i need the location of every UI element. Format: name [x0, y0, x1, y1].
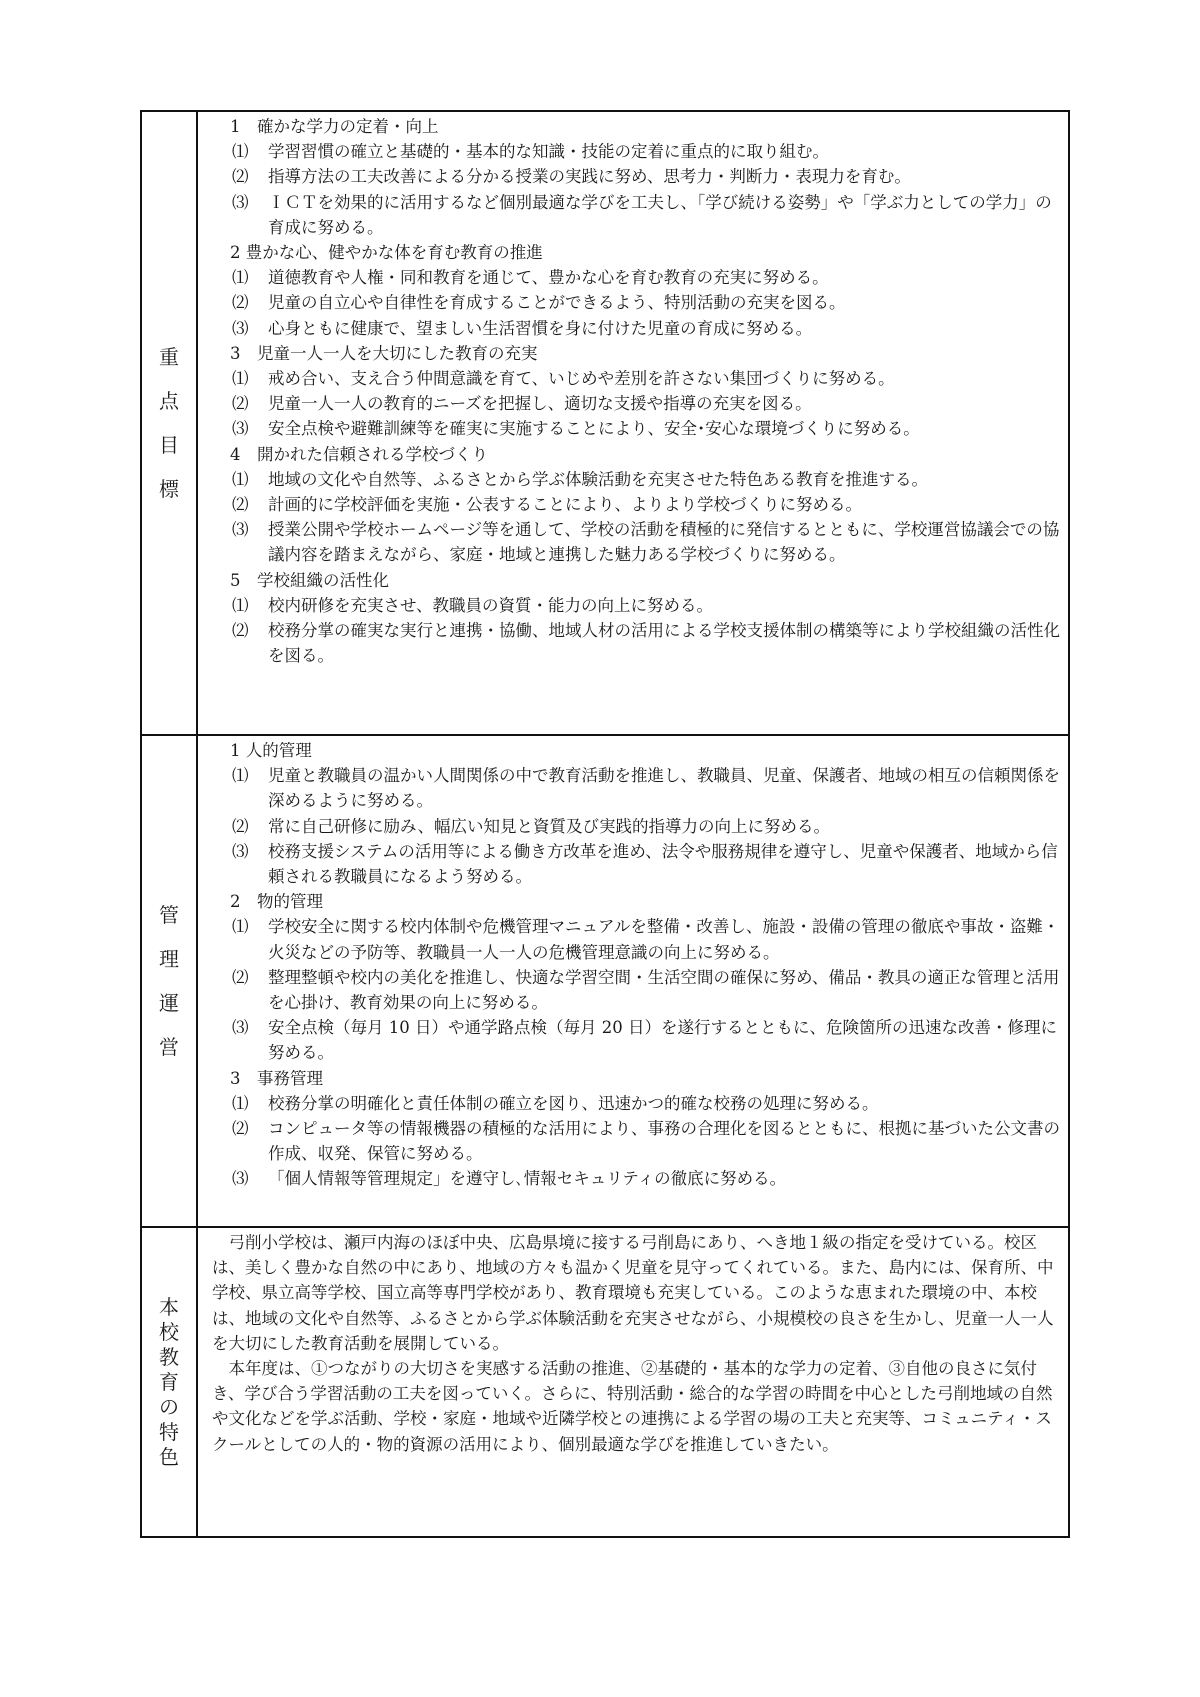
row-label	[142, 112, 196, 734]
row-label	[142, 736, 196, 1226]
label-char: 理	[159, 947, 179, 971]
section-heading: 1 確かな学力の定着・向上	[230, 117, 439, 136]
list-item: ⑵ 整理整頓や校内の美化を推進し、快適な学習空間・生活空間の確保に努め、備品・教具の適正な管理と活用を心掛け、教育効果の向上に努める。	[232, 967, 1060, 1013]
list-item: ⑶ 授業公開や学校ホームページ等を通して、学校の活動を積極的に発信するとともに、学校運営協議会での協議内容を踏まえながら、家庭・地域と連携した魅力ある学校づくりに努める。	[232, 520, 1060, 565]
list-item: ⑶ ＩＣＴを効果的に活用するなど個別最適な学びを工夫し、「学び続ける姿勢」や「学ぶ力としての学力」の育成に努める。	[232, 192, 1052, 237]
label-char: 目	[159, 433, 179, 457]
list-item: ⑶ 「個人情報等管理規定」を遵守し､情報セキュリティの徹底に努める。	[232, 1169, 787, 1189]
list-item: ⑵ 児童一人一人の教育的ニーズを把握し、適切な支援や指導の充実を図る。	[232, 394, 812, 414]
table-row-priority-goals	[141, 111, 1069, 735]
label-char: 営	[159, 1035, 179, 1059]
section-heading: 3 児童一人一人を大切にした教育の充実	[230, 343, 538, 363]
list-item: ⑵ コンピュータ等の情報機器の積極的な活用により、事務の合理化を図るとともに、根拠に基づいた公文書の作成、収発、保管に努める。	[232, 1119, 1060, 1164]
list-item: ⑴ 校内研修を充実させ、教職員の資質・能力の向上に努める。	[232, 595, 714, 615]
list-item: ⑴ 学習習慣の確立と基礎的・基本的な知識・技能の定着に重点的に取り組む。	[232, 142, 829, 162]
section-heading: 2 物的管理	[230, 892, 323, 912]
school-plan-table	[140, 110, 1070, 1538]
section-heading: 3 事務管理	[230, 1068, 323, 1088]
list-item: ⑶ 安全点検（毎月 10 日）や通学路点検（毎月 20 日）を遂行するとともに、危険箇所の迅速な改善・修理に努める。	[232, 1018, 1057, 1063]
list-item: ⑵ 児童の自立心や自律性を育成することができるよう、特別活動の充実を図る。	[232, 293, 846, 313]
content-cell-priority-goals	[197, 111, 1069, 735]
list-item: ⑵ 校務分掌の確実な実行と連携・協働、地域人材の活用による学校支援体制の構築等により学校組織の活性化を図る。	[232, 621, 1060, 666]
label-char: の	[159, 1394, 179, 1419]
list-item: ⑶ 心身ともに健康で、望ましい生活習慣を身に付けた児童の育成に努める。	[232, 318, 813, 338]
list-item: ⑶ 安全点検や避難訓練等を確実に実施することにより、安全･安心な環境づくりに努める。	[232, 419, 920, 439]
section-heading: 1 人的管理	[230, 741, 312, 760]
row-label	[142, 1228, 196, 1536]
label-cell-management	[141, 735, 197, 1227]
label-char: 教	[159, 1344, 179, 1369]
list-item: ⑴ 戒め合い、支え合う仲間意識を育て、いじめや差別を許さない集団づくりに努める。	[232, 369, 895, 389]
section-heading: 5 学校組織の活性化	[230, 570, 389, 590]
list-item: ⑵ 計画的に学校評価を実施・公表することにより、よりより学校づくりに努める。	[232, 495, 862, 515]
label-char: 育	[159, 1369, 179, 1394]
table-row-management	[141, 735, 1069, 1227]
features-paragraph: 弓削小学校は、瀬戸内海のほぼ中央、広島県境に接する弓削島にあり、へき地１級の指定を受けている。校区は、美しく豊かな自然の中にあり、地域の方々も温かく児童を見守ってくれている。また、島内には、保育所、中学校、県立高等学校、国立高等専門学校があり、教育環境も充実している。このような恵まれた環境の中、本校は、地域の文化や自然等、ふるさとから学ぶ体験活動を充実させながら、小規模校の良さを生かし、児童一人一人を大切にした教育活動を展開している。	[212, 1233, 1054, 1353]
label-char: 点	[159, 389, 179, 413]
label-cell-school-features	[141, 1227, 197, 1537]
table-row-school-features	[141, 1227, 1069, 1537]
label-cell-priority-goals	[141, 111, 197, 735]
label-char: 標	[159, 477, 179, 501]
section-heading: 2 豊かな心、健やかな体を育む教育の推進	[230, 243, 543, 263]
list-item: ⑴ 児童と教職員の温かい人間関係の中で教育活動を推進し、教職員、児童、保護者、地域の相互の信頼関係を深めるように努める。	[232, 766, 1060, 811]
list-item: ⑶ 校務支援システムの活用等による働き方改革を進め、法令や服務規律を遵守し、児童や保護者、地域から信頼される教職員になるよう努める。	[232, 841, 1058, 887]
label-char: 特	[159, 1419, 179, 1444]
label-char: 管	[159, 903, 179, 927]
features-paragraph: 本年度は、①つながりの大切さを実感する活動の推進、②基礎的・基本的な学力の定着、③自他の良さに気付き、学び合う学習活動の工夫を図っていく。さらに、特別活動・総合的な学習の時間を中心とした弓削地域の自然や文化などを学ぶ活動、学校・家庭・地域や近隣学校との連携による学習の場の工夫と充実等、コミュニティ・スクールとしての人的・物的資源の活用により、個別最適な学びを推進していきたい。	[212, 1359, 1053, 1454]
list-item: ⑴ 校務分掌の明確化と責任体制の確立を図り、迅速かつ的確な校務の処理に努める。	[232, 1093, 879, 1113]
content-cell-management	[197, 735, 1069, 1227]
content-cell-school-features	[197, 1227, 1069, 1537]
list-item: ⑴ 地域の文化や自然等、ふるさとから学ぶ体験活動を充実させた特色ある教育を推進する。	[232, 469, 928, 489]
list-item: ⑴ 学校安全に関する校内体制や危機管理マニュアルを整備・改善し、施設・設備の管理の徹底や事故・盗難・火災などの予防等、教職員一人一人の危機管理意識の向上に努める。	[232, 917, 1060, 962]
label-char: 本	[159, 1294, 179, 1319]
list-item: ⑵ 常に自己研修に励み、幅広い知見と資質及び実践的指導力の向上に努める。	[232, 816, 830, 836]
label-char: 校	[159, 1319, 179, 1344]
section-heading: 4 開かれた信頼される学校づくり	[230, 444, 488, 464]
list-item: ⑴ 道徳教育や人権・同和教育を通じて、豊かな心を育む教育の充実に努める。	[232, 268, 829, 288]
label-char: 重	[159, 345, 179, 369]
label-char: 色	[159, 1444, 179, 1469]
list-item: ⑵ 指導方法の工夫改善による分かる授業の実践に努め、思考力・判断力・表現力を育む。	[232, 167, 911, 187]
label-char: 運	[159, 991, 179, 1015]
